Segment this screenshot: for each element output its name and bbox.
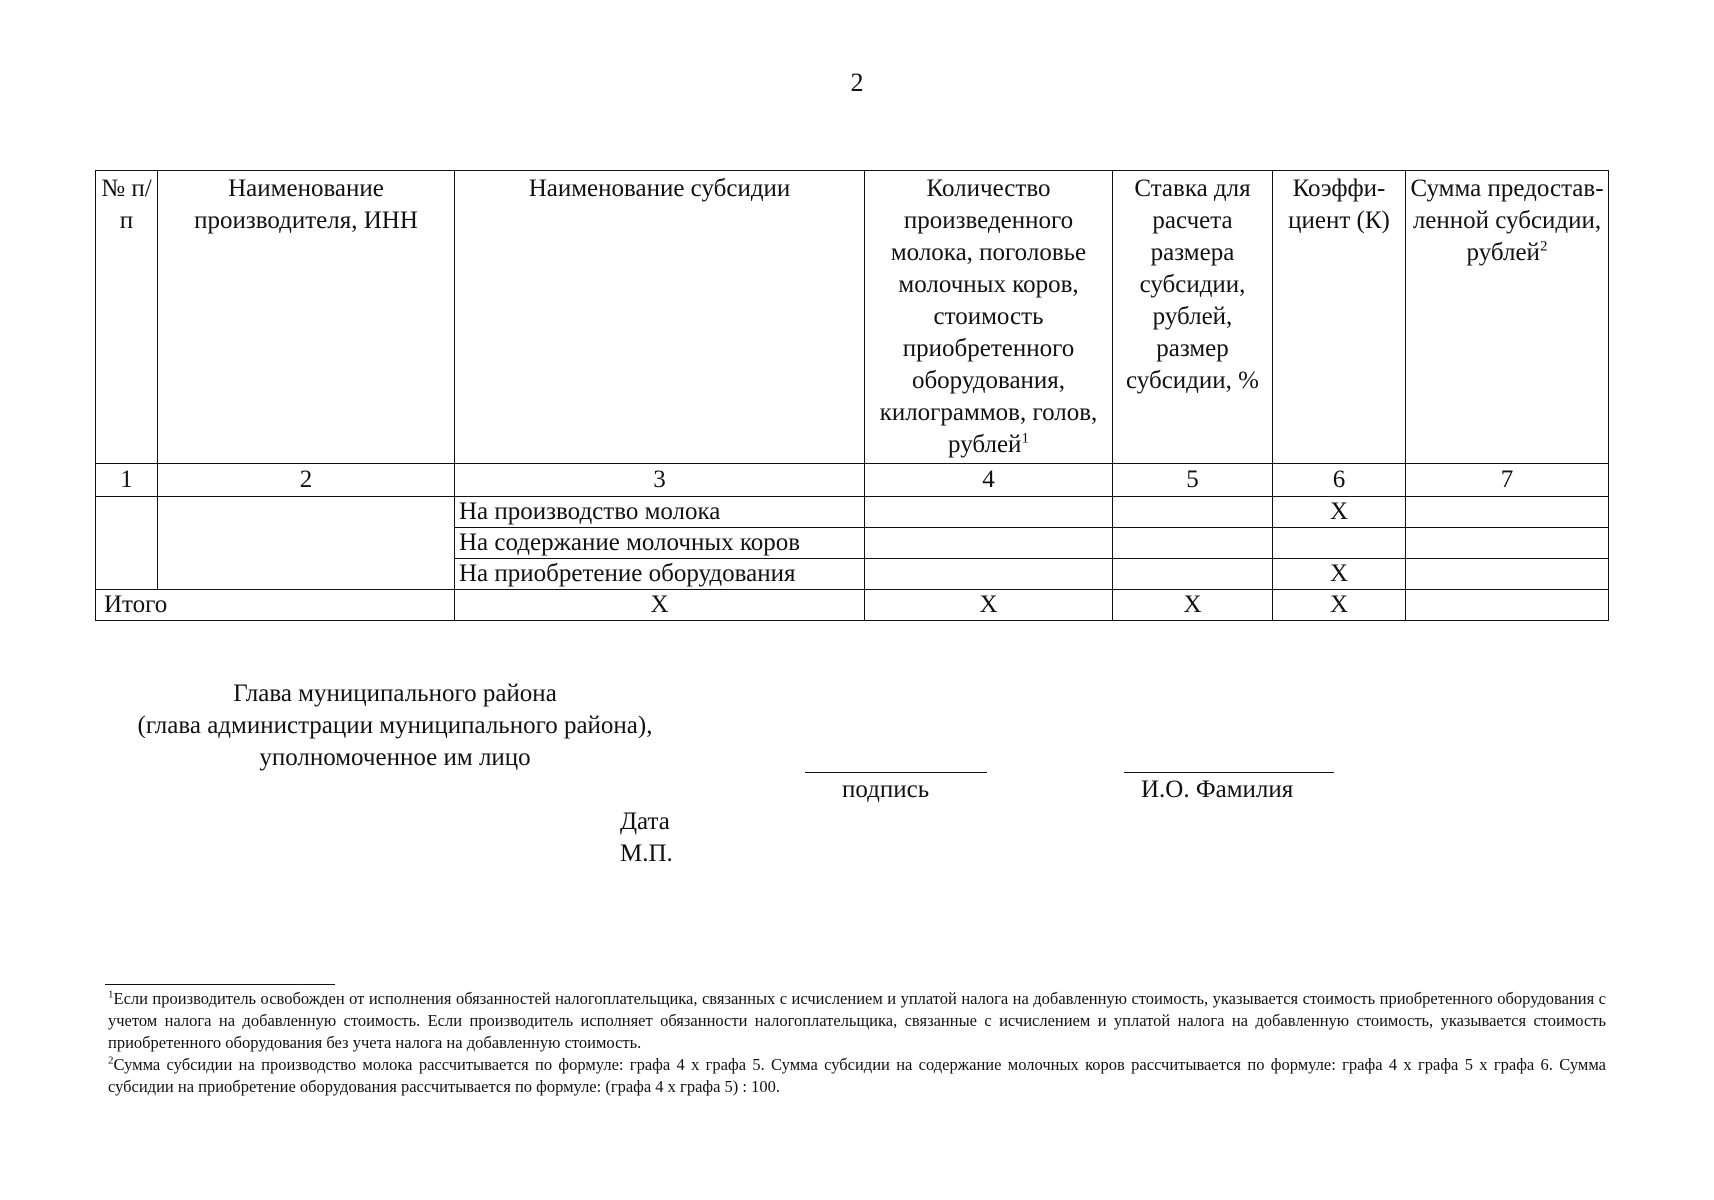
rate-cell (1113, 528, 1273, 559)
coefficient-cell (1273, 528, 1406, 559)
column-number: 4 (865, 464, 1113, 497)
total-col3: Х (455, 590, 865, 621)
total-col6: Х (1273, 590, 1406, 621)
column-number: 7 (1406, 464, 1609, 497)
subsidy-table (95, 170, 1609, 621)
signatory-title-line2: (глава администрации муниципального района), (137, 712, 653, 739)
total-label: Итого (96, 590, 455, 621)
footnote-1 (108, 988, 1606, 1054)
column-number: 1 (96, 464, 158, 497)
footnotes (108, 988, 1606, 1098)
date-label: Дата (620, 808, 670, 835)
coefficient-cell: Х (1273, 559, 1406, 590)
footnote-2-text: Сумма субсидии на производство молока рассчитывается по формуле: графа 4 х графа 5. Сумма субсидии на содержание молочных коров рассчитывается по формуле: графа 4 х графа 5 х графа 6. Сумма субсидии на приобретение оборудования рассчитывается по формуле: (графа 4 х графа 5) : 100. (108, 1055, 1606, 1096)
total-amount-cell (1406, 590, 1609, 621)
quantity-cell (865, 528, 1113, 559)
footnote-mark-2: 2 (1539, 238, 1548, 255)
rate-cell (1113, 559, 1273, 590)
rate-cell (1113, 497, 1273, 528)
column-number: 5 (1113, 464, 1273, 497)
page-number: 2 (850, 68, 864, 97)
table-row (96, 497, 1609, 528)
footnote-1-text: Если производитель освобожден от исполнения обязанностей налогоплательщика, связанных с исчислением и уплатой налога на добавленную стоимость, указывается стоимость приобретенного оборудования с учетом налога на добавленную стоимость. Если производитель исполняет обязанности налогоплательщика, связанные с исчислением и уплатой налога на добавленную стоимость, указывается стоимость приобретенного оборудования без учета налога на добавленную стоимость. (108, 989, 1606, 1052)
signatory-title-line1: Глава муниципального района (233, 680, 557, 707)
quantity-cell (865, 559, 1113, 590)
header-quantity (865, 171, 1113, 464)
column-number: 2 (158, 464, 455, 497)
signature-label: подпись (842, 776, 930, 803)
total-row (96, 590, 1609, 621)
signature-line (805, 772, 987, 773)
amount-cell (1406, 497, 1609, 528)
footnote-1-mark: 1 (108, 988, 114, 1001)
producer-cell (158, 497, 455, 590)
name-label: И.О. Фамилия (1141, 776, 1294, 803)
header-producer: Наименование производителя, ИНН (158, 171, 455, 464)
subsidy-name-cell: На производство молока (455, 497, 865, 528)
subsidy-name-cell: На приобретение оборудования (455, 559, 865, 590)
header-row-number: № п/п (96, 171, 158, 464)
header-rate: Ставка для расчета размера субсидии, рублей, размер субсидии, % (1113, 171, 1273, 464)
header-coefficient: Коэффи-циент (К) (1273, 171, 1406, 464)
subsidy-name-cell: На содержание молочных коров (455, 528, 865, 559)
header-quantity-text: Количество произведенного молока, поголовье молочных коров, стоимость приобретенного оборудования, килограммов, голов, рублей (879, 175, 1098, 458)
column-number-row (96, 464, 1609, 497)
header-amount (1406, 171, 1609, 464)
footnote-2 (108, 1054, 1606, 1098)
column-number: 3 (455, 464, 865, 497)
signature-block (95, 678, 695, 774)
column-number: 6 (1273, 464, 1406, 497)
row-number-cell (96, 497, 158, 590)
total-col5: Х (1113, 590, 1273, 621)
amount-cell (1406, 528, 1609, 559)
header-subsidy-name: Наименование субсидии (455, 171, 865, 464)
footnote-divider (105, 984, 335, 985)
stamp-label: М.П. (620, 840, 673, 867)
header-amount-text: Сумма предостав-ленной субсидии, рублей (1410, 175, 1604, 266)
total-col4: Х (865, 590, 1113, 621)
footnote-mark-1: 1 (1021, 430, 1029, 447)
coefficient-cell: Х (1273, 497, 1406, 528)
table-header-row (96, 171, 1609, 464)
signatory-title-line3: уполномоченное им лицо (259, 744, 531, 771)
footnote-2-mark: 2 (108, 1054, 114, 1067)
quantity-cell (865, 497, 1113, 528)
date-stamp-block (620, 806, 673, 870)
name-line (1124, 772, 1334, 773)
amount-cell (1406, 559, 1609, 590)
